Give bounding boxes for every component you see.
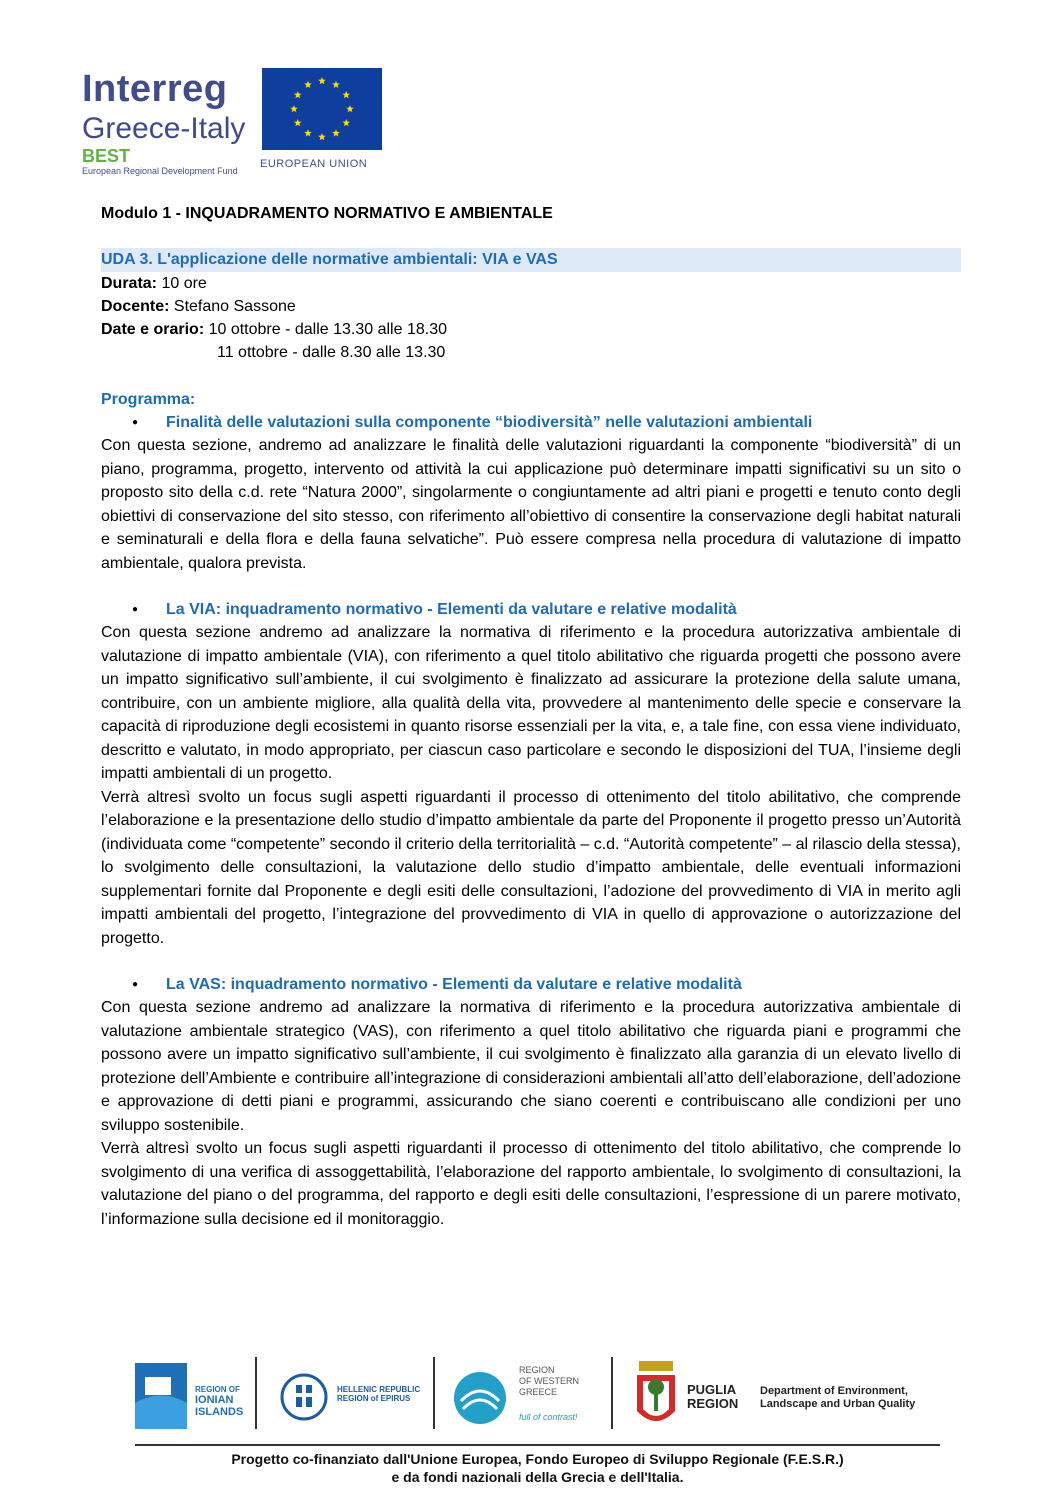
western-greece-emblem-icon [453,1371,507,1425]
wgreece-label-1: REGION [519,1365,555,1375]
teacher-row [101,295,961,318]
interreg-wordmark: Interreg [82,68,228,110]
footer-rule [135,1444,940,1446]
section-heading-text: La VAS: inquadramento normativo - Elementi da valutare e relative modalità [166,976,742,993]
ionian-label-1: REGION OF [195,1385,240,1394]
puglia-region-logo [635,1355,935,1437]
schedule-row-2 [101,341,961,364]
teacher-value: Stefano Sassone [169,298,296,315]
programma-heading: Programma: [101,391,196,408]
duration-row [101,272,961,295]
section-paragraph: Con questa sezione andremo ad analizzare la normativa di riferimento e la procedura autorizzativa ambientale di valutazione di impatto ambientale (VIA), con riferimento a quel titolo abilitativo che riguarda progetti che possono avere un impatto significativo sull’ambiente, il cui svolgimento è finalizzato ad assicurare la protezione della salute umana, contribuire, con un ambiente migliore, alla qualità della vita, provvedere al mantenimento delle specie e conservare la capacità di riproduzione degli ecosistemi in quanto risorse essenziali per la vita, e, a tale fine, con essa viene individuato, descritto e valutato, in modo appropriato, per ciascun caso particolare e secondo le disposizioni del TUA, l’insieme degli impatti ambientali di un progetto. [101,624,961,782]
document-content [101,205,961,1231]
ionian-label-2: IONIAN [195,1394,234,1406]
section-heading-text: Finalità delle valutazioni sulla componente “biodiversità” nelle valutazioni ambientali [166,414,813,431]
section-paragraph: Con questa sezione, andremo ad analizzare le finalità delle valutazioni riguardanti la componente “biodiversità” di un piano, programma, progetto, intervento od attività la cui applicazione può determinare impatti significativi su un sito o proposto sito della c.d. rete “Natura 2000”, singolarmente o congiuntamente ad altri piani e progetti e tenuto conto degli obiettivi di conservazione del sito stesso, con riferimento all’obiettivo di consentire la conservazione degli habitat naturali e seminaturali e della flora e della fauna selvatiche”. Può essere compresa nella procedura di valutazione di impatto ambientale, qualora prevista. [101,437,961,572]
dept-label-2: Landscape and Urban Quality [760,1398,916,1410]
schedule-row [101,318,961,341]
duration-label: Durata: [101,275,158,292]
cofinance-line-1: Progetto co-finanziato dall'Unione Europea, Fondo Europeo di Sviluppo Regionale (F.E.S.R.) [231,1451,844,1467]
footer-partner-logos [135,1355,935,1437]
ionian-label-3: ISLANDS [195,1406,244,1418]
eu-label: EUROPEAN UNION [260,158,368,170]
schedule-value-2: 11 ottobre - dalle 8.30 alle 13.30 [217,344,446,361]
cofinance-note [135,1450,940,1486]
epirus-label-1: HELLENIC REPUBLIC [337,1385,421,1394]
footer-separator [255,1357,257,1429]
puglia-label-2: REGION [687,1396,739,1411]
wgreece-label-3: GREECE [519,1387,558,1397]
program-region: Greece-Italy [82,112,246,145]
wgreece-label-2: OF WESTERN [519,1376,579,1386]
schedule-label: Date e orario: [101,321,205,338]
ionian-islands-logo [135,1355,255,1437]
footer-separator [433,1357,435,1429]
course-meta [101,272,961,364]
section-paragraph: Verrà altresì svolto un focus sugli aspetti riguardanti il processo di ottenimento del titolo abilitativo, che comprende l’elaborazione e la presentazione dello studio d’impatto ambientale da parte del Proponente il progetto presso un’Autorità (individuata come “competente” secondo il criterio della territorialità – c.d. “Autorità competente” – al rilascio della stessa), lo svolgimento delle consultazioni, la valutazione dello studio d’impatto ambientale, delle eventuali informazioni supplementari fornite dal Proponente e degli esiti delle consultazioni, l’adozione del provvedimento di VIA in merito agli impatti ambientali del progetto, l’integrazione del provvedimento di VIA in quello di approvazione o autorizzazione del progetto. [101,788,961,947]
dept-label-1: Department of Environment, [760,1385,908,1397]
wgreece-tagline: full of contrast! [519,1412,578,1422]
epirus-logo [275,1355,445,1437]
western-greece-logo [453,1355,603,1437]
section-heading [101,411,961,434]
uda-title: UDA 3. L'applicazione delle normative ambientali: VIA e VAS [101,248,961,272]
interreg-logo [82,68,392,176]
eu-flag-icon [262,68,382,150]
hellenic-emblem-icon [280,1373,328,1421]
project-name: BEST [82,146,131,166]
puglia-label-1: PUGLIA [687,1382,737,1397]
bullet-icon: ● [132,979,139,990]
footer-separator [611,1357,613,1429]
bullet-icon: ● [132,604,139,615]
epirus-label-2: REGION of EPIRUS [337,1394,411,1403]
section-heading [101,973,961,996]
module-title: Modulo 1 - INQUADRAMENTO NORMATIVO E AMBIENTALE [101,205,553,222]
section-paragraph: Con questa sezione andremo ad analizzare la normativa di riferimento e la procedura autorizzativa ambientale di valutazione ambientale strategico (VAS), con riferimento a quel titolo abilitativo che riguarda piani e programmi che possono avere un impatto significativo sull’ambiente, il cui svolgimento è finalizzato alla garanzia di un elevato livello di protezione dell’Ambiente e contribuire all’integrazione di considerazioni ambientali all’atto dell’elaborazione, dell’adozione e approvazione di detti piani e programmi, assicurando che siano coerenti e contribuiscano alle condizioni per uno sviluppo sostenibile. [101,999,961,1134]
schedule-value-1: 10 ottobre - dalle 13.30 alle 18.30 [204,321,447,338]
cofinance-line-2: e da fondi nazionali della Grecia e dell'Italia. [391,1469,684,1485]
duration-value: 10 ore [157,275,207,292]
section-heading-text: La VIA: inquadramento normativo - Elementi da valutare e relative modalità [166,601,737,618]
teacher-label: Docente: [101,298,170,315]
puglia-coat-of-arms-icon [635,1361,677,1431]
section-heading [101,598,961,621]
bullet-icon: ● [132,417,139,428]
ionian-emblem-icon [135,1363,187,1429]
fund-name: European Regional Development Fund [82,166,238,176]
section-paragraph: Verrà altresì svolto un focus sugli aspetti riguardanti il processo di ottenimento del titolo abilitativo, che comprende lo svolgimento di una verifica di assoggettabilità, l’elaborazione del rapporto ambientale, lo svolgimento di consultazioni, la valutazione del piano o del programma, del rapporto e degli esiti delle consultazioni, l’espressione di un parere motivato, l’informazione sulla decisione ed il monitoraggio. [101,1140,961,1228]
